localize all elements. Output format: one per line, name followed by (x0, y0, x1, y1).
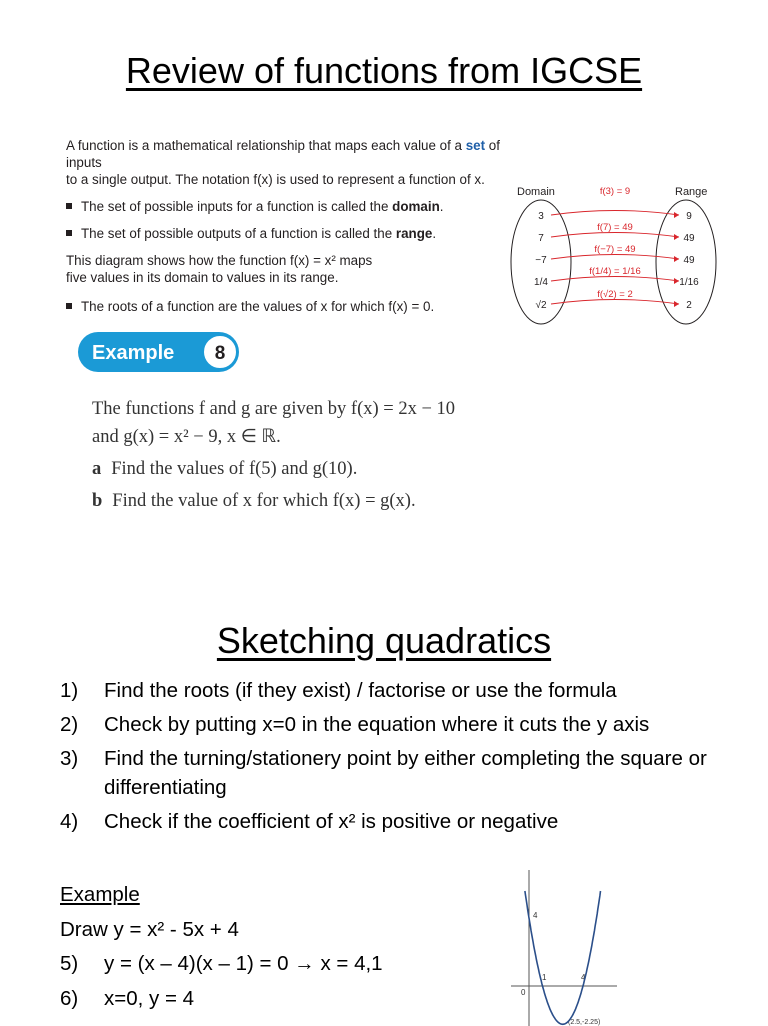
list-item: 6) x=0, y = 4 (60, 986, 195, 1010)
question-line-2: and g(x) = x² − 9, x ∈ ℝ. (92, 427, 281, 447)
range-value: 49 (683, 233, 695, 244)
question-line-1: The functions f and g are given by f(x) = 2x − 10 (92, 399, 456, 419)
range-label: Range (675, 186, 708, 198)
example-question (92, 395, 612, 515)
parabola-sketch (505, 866, 635, 1026)
range-value: 49 (683, 255, 695, 266)
mapping-label: f(1/4) = 1/16 (589, 266, 641, 277)
domain-value: √2 (535, 300, 547, 311)
list-item: 2) Check by putting x=0 in the equation where it cuts the y axis (60, 713, 650, 736)
bullet-square-icon (66, 203, 72, 209)
page-title: Review of functions from IGCSE (125, 50, 643, 91)
vertex-label: (2.5,-2.25) (568, 1019, 601, 1026)
example-badge-label: Example (92, 342, 175, 364)
mapping-label: f(√2) = 2 (597, 289, 633, 300)
origin-label: 0 (521, 988, 526, 997)
steps-list (60, 676, 740, 841)
domain-value: 7 (538, 233, 544, 244)
list-item: 1) Find the roots (if they exist) / factorise or use the formula (60, 679, 617, 702)
bullet-square-icon (66, 230, 72, 236)
domain-bullet: The set of possible inputs for a function is called the domain. (66, 198, 536, 215)
range-bullet: The set of possible outputs of a function is called the range. (66, 225, 536, 242)
bullet-square-icon (66, 303, 72, 309)
mapping-arrow (551, 255, 679, 260)
worked-example (60, 878, 383, 1016)
mapping-label: f(−7) = 49 (594, 244, 636, 255)
domain-value: 1/4 (534, 277, 548, 288)
domain-range-mapping-diagram (505, 180, 725, 330)
worked-example-prompt: Draw y = x² - 5x + 4 (60, 917, 239, 941)
arrow-head-icon (674, 278, 679, 284)
mapping-arrow (551, 211, 679, 216)
y-intercept-label: 4 (533, 911, 538, 920)
function-definition-panel (66, 137, 536, 315)
example-badge-number: 8 (214, 343, 226, 364)
example-badge (78, 331, 241, 373)
arrow-head-icon (674, 256, 679, 262)
definition-line-2: to a single output. The notation f(x) is used to represent a function of x. (66, 172, 485, 187)
range-value: 9 (686, 211, 692, 222)
list-item: 3) Find the turning/stationery point by either completing the square or differentiating (60, 747, 707, 799)
worked-example-heading: Example (60, 883, 140, 906)
roots-bullet: The roots of a function are the values of x for which f(x) = 0. (66, 298, 536, 315)
domain-value: 3 (538, 211, 544, 222)
list-item: 4) Check if the coefficient of x² is positive or negative (60, 810, 559, 833)
domain-label: Domain (517, 186, 555, 198)
section-title: Sketching quadratics (216, 620, 552, 661)
question-part-b: b Find the value of x for which f(x) = g(x). (92, 491, 416, 511)
definition-line-1: A function is a mathematical relationship that maps each value of a set of inputs (66, 138, 500, 170)
diagram-description-1: This diagram shows how the function f(x) = x² maps (66, 253, 373, 268)
domain-value: −7 (535, 255, 547, 266)
mapping-arrow (551, 300, 679, 305)
arrow-head-icon (674, 234, 679, 240)
root-label-1: 1 (542, 973, 547, 982)
mapping-label: f(7) = 49 (597, 222, 633, 233)
range-value: 1/16 (679, 277, 699, 288)
root-label-2: 4 (581, 973, 586, 982)
mapping-label: f(3) = 9 (599, 186, 631, 197)
question-part-a: a Find the values of f(5) and g(10). (92, 459, 358, 479)
arrow-head-icon (674, 301, 679, 307)
range-value: 2 (686, 300, 692, 311)
list-item: 5) y = (x – 4)(x – 1) = 0 → x = 4,1 (60, 952, 383, 975)
arrow-head-icon (674, 212, 679, 218)
diagram-description-2: five values in its domain to values in its range. (66, 270, 339, 285)
